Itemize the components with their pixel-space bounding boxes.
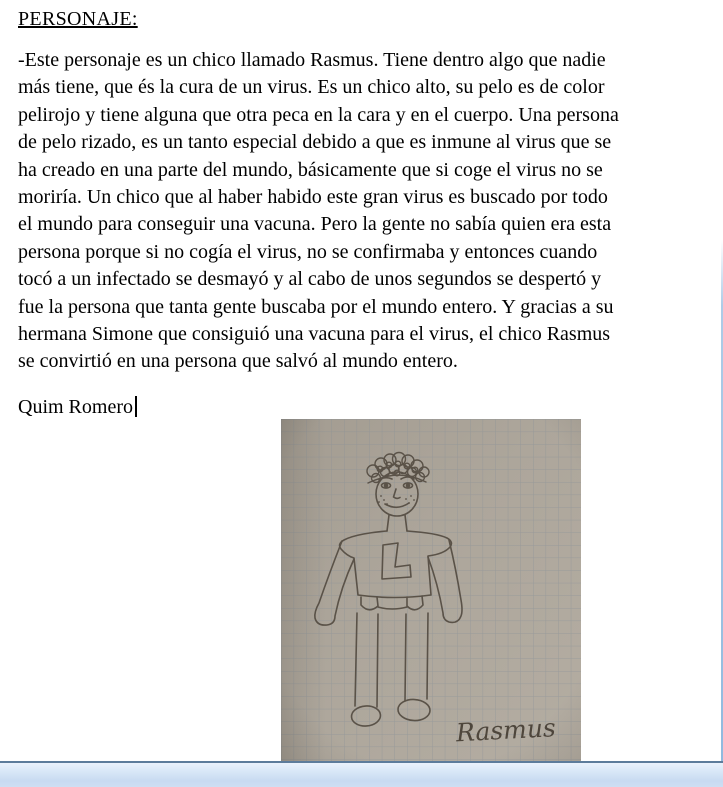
author-line[interactable]: [18, 394, 137, 421]
paragraph-line[interactable]: ha creado en una parte del mundo, básicamente que si coge el virus no se: [18, 158, 603, 181]
paragraph-line[interactable]: el mundo para conseguir una vacuna. Pero la gente no sabía quien era esta: [18, 213, 612, 236]
paragraph-line[interactable]: -Este personaje es un chico llamado Rasmus. Tiene dentro algo que nadie: [18, 49, 606, 71]
text-cursor: [135, 396, 137, 417]
paragraph-line[interactable]: se convirtió en una persona que salvó al mundo entero.: [18, 350, 458, 373]
page-title[interactable]: PERSONAJE:: [18, 8, 138, 30]
paragraph-line[interactable]: pelirojo y tiene alguna que otra peca en la cara y en el cuerpo. Una persona: [18, 103, 619, 126]
rasmus-drawing-photo[interactable]: [281, 419, 581, 761]
photo-vignette: [281, 419, 581, 761]
paragraph-line[interactable]: hermana Simone que consiguió una vacuna para el virus, el chico Rasmus: [18, 323, 611, 346]
character-description-paragraph: [18, 47, 718, 376]
paragraph-line[interactable]: moriría. Un chico que al haber habido este gran virus es buscado por todo: [18, 186, 608, 209]
paragraph-line[interactable]: más tiene, que és la cura de un virus. Es un chico alto, su pelo es de color: [18, 76, 605, 99]
paragraph-line[interactable]: persona porque si no cogía el virus, no se confirmaba y entonces cuando: [18, 240, 598, 263]
window-bottom-bar: [0, 763, 723, 787]
paragraph-line[interactable]: de pelo rizado, es un tanto especial debido a que es inmune al virus que se: [18, 131, 612, 154]
paragraph-line[interactable]: fue la persona que tanta gente buscaba por el mundo entero. Y gracias a su: [18, 295, 614, 318]
author-text: Quim Romero: [18, 396, 133, 418]
paragraph-line[interactable]: tocó a un infectado se desmayó y al cabo de unos segundos se despertó y: [18, 268, 602, 291]
drawing-canvas: [281, 419, 581, 761]
